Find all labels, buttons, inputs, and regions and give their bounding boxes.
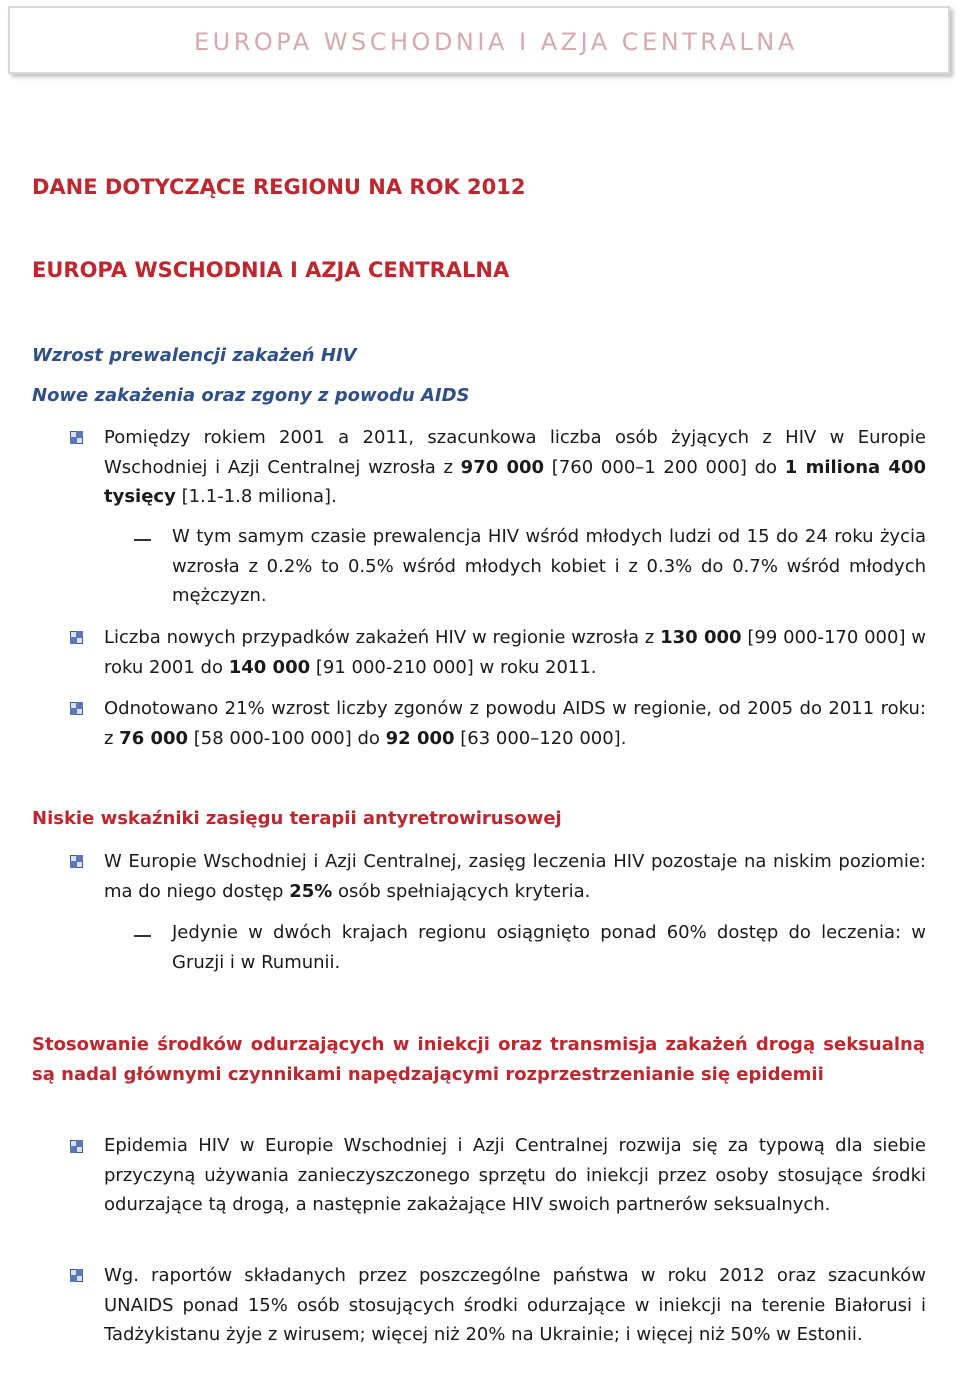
bullet-icon xyxy=(70,631,83,644)
list-item: Pomiędzy rokiem 2001 a 2011, szacunkowa liczba osób żyjących z HIV w Europie Wschodniej i Azji Centralnej wzrosła z 970 000 [760 000–1 200 000] do 1 miliona 400 tysięcy [1.1-1.8 miliona]. xyxy=(104,427,926,507)
bullet-icon xyxy=(70,1140,83,1153)
list-item: Wg. raportów składanych przez poszczególne państwa w roku 2012 oraz szacunków UNAIDS ponad 15% osób stosujących środki odurzające w iniekcji na terenie Białorusi i Tadżykistanu żyje z wirusem; więcej niż 20% na Ukrainie; i więcej niż 50% w Estonii. xyxy=(104,1265,926,1345)
subheading-new-infections: Nowe zakażenia oraz zgony z powodu AIDS xyxy=(32,385,470,406)
heading-art-coverage: Niskie wskaźniki zasięgu terapii antyretrowirusowej xyxy=(32,808,562,829)
banner-title: EUROPA WSCHODNIA I AZJA CENTRALNA xyxy=(194,28,798,56)
list-item: Odnotowano 21% wzrost liczby zgonów z powodu AIDS w regionie, od 2005 do 2011 roku: z 76 000 [58 000-100 000] do 92 000 [63 000–120 000]. xyxy=(104,698,926,749)
list-item: Liczba nowych przypadków zakażeń HIV w regionie wzrosła z 130 000 [99 000-170 000] w roku 2001 do 140 000 [91 000-210 000] w roku 2011. xyxy=(104,627,927,678)
heading-injection-drugs: Stosowanie środków odurzających w iniekcji oraz transmisja zakażeń drogą seksualną są nadal głównymi czynnikami napędzającymi rozprzestrzenianie się epidemii xyxy=(32,1034,925,1085)
list-item: W tym samym czasie prewalencja HIV wśród młodych ludzi od 15 do 24 roku życia wzrosła z 0.2% to 0.5% wśród młodych kobiet i z 0.3% do 0.7% wśród młodych mężczyzn. xyxy=(172,526,926,606)
header-banner xyxy=(8,6,950,74)
bullet-icon xyxy=(70,702,83,715)
list-item: Epidemia HIV w Europie Wschodniej i Azji Centralnej rozwija się za typową dla siebie przyczyną używania zanieczyszczonego sprzętu do iniekcji przez osoby stosujące środki odurzające tą drogą, a następnie zakażające HIV swoich partnerów seksualnych. xyxy=(104,1135,926,1215)
bullet-icon xyxy=(70,1269,83,1282)
list-item: Jedynie w dwóch krajach regionu osiągnięto ponad 60% dostęp do leczenia: w Gruzji i w Rumunii. xyxy=(172,922,926,973)
dash-icon xyxy=(134,935,151,937)
bullet-icon xyxy=(70,855,83,868)
section-title: DANE DOTYCZĄCE REGIONU NA ROK 2012 xyxy=(32,175,526,199)
heading-hiv-prevalence: Wzrost prewalencji zakażeń HIV xyxy=(32,345,357,366)
list-item: W Europie Wschodniej i Azji Centralnej, zasięg leczenia HIV pozostaje na niskim poziomie: ma do niego dostęp 25% osób spełniających kryteria. xyxy=(104,851,926,902)
bullet-icon xyxy=(70,431,83,444)
dash-icon xyxy=(134,539,151,541)
region-title: EUROPA WSCHODNIA I AZJA CENTRALNA xyxy=(32,258,510,282)
